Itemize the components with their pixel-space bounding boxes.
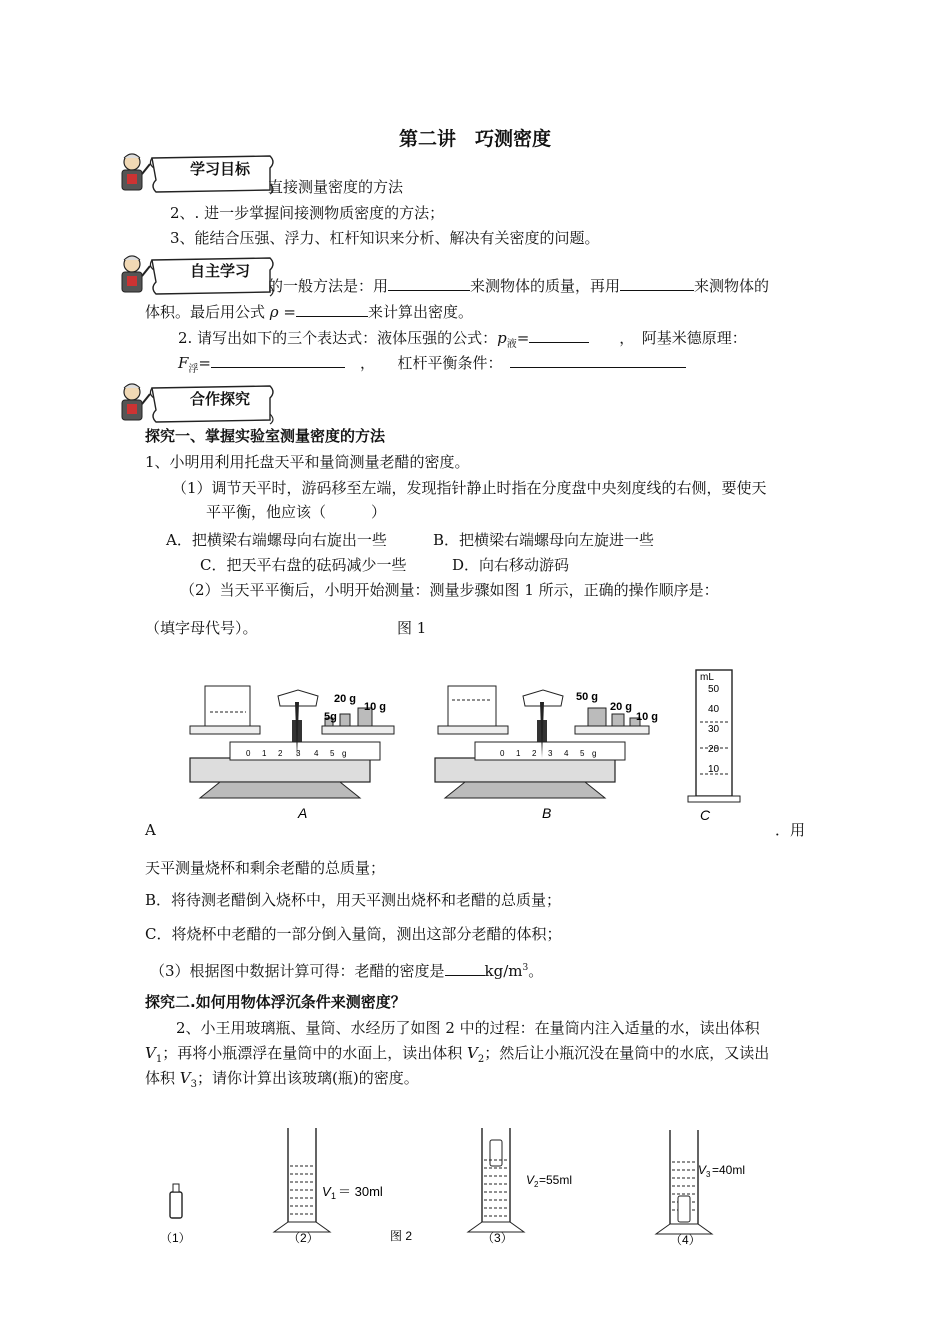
svg-text:g: g <box>592 749 597 758</box>
svg-text:1: 1 <box>262 749 267 758</box>
balance-b <box>435 686 658 821</box>
goals-banner <box>112 148 282 194</box>
figure1-label: 图 1 <box>397 619 427 637</box>
explore1-p1-line2: 平平衡，他应该（ ） <box>206 503 387 521</box>
v1-value: ＝ 30ml <box>338 1184 383 1199</box>
svg-text:20: 20 <box>708 744 720 755</box>
fig-a-weight-3: 5g <box>324 711 337 723</box>
svg-text:10: 10 <box>708 764 720 775</box>
svg-text:40: 40 <box>708 704 720 715</box>
cylinder-c <box>688 670 740 823</box>
blank-mass-tool[interactable] <box>388 276 470 291</box>
fig-a-weight-1: 20 g <box>334 693 357 705</box>
blank-lever-balance[interactable] <box>510 353 686 368</box>
fig-b-label: B <box>542 805 552 821</box>
explore1-heading: 探究一、掌握实验室测量密度的方法 <box>145 427 386 445</box>
fig2-caption-2: （2） <box>288 1231 319 1245</box>
svg-text:3: 3 <box>706 1170 711 1179</box>
fig2-caption-4: （4） <box>670 1233 701 1247</box>
option-b: B．把横梁右端螺母向左旋进一些 <box>433 531 655 549</box>
svg-text:4: 4 <box>314 749 319 758</box>
svg-text:0: 0 <box>246 749 251 758</box>
self-study-banner-label: 自主学习 <box>189 262 250 280</box>
svg-text:0: 0 <box>500 749 505 758</box>
explore1-p2-line1: （2）当天平平衡后，小明开始测量：测量步骤如图 1 所示，正确的操作顺序是： <box>180 581 719 599</box>
svg-text:V: V <box>322 1184 331 1199</box>
explore2-line2: $V_1$；再将小瓶漂浮在量筒中的水面上，读出体积 $V_2$；然后让小瓶沉没在量筒中的水底，又读出 <box>145 1044 770 1065</box>
svg-text:V: V <box>698 1163 707 1177</box>
goal-item-3: 3、能结合压强、浮力、杠杆知识来分析、解决有关密度的问题。 <box>170 229 600 247</box>
figure1 <box>180 658 760 828</box>
svg-text:30: 30 <box>708 724 720 735</box>
option-d: D．向右移动游码 <box>452 556 570 574</box>
goals-banner-label: 学习目标 <box>189 160 250 178</box>
figure2 <box>150 1120 790 1260</box>
fig-c-unit: mL <box>700 672 714 683</box>
step-b: B．将待测老醋倒入烧杯中，用天平测出烧杯和老醋的总质量； <box>145 891 562 909</box>
step-a-letter: A <box>145 821 156 839</box>
explore2-heading: 探究二.如何用物体浮沉条件来测密度？ <box>145 993 406 1011</box>
fig-a-weight-2: 10 g <box>364 701 387 713</box>
v3-value: =40ml <box>712 1163 746 1177</box>
fig-b-weight-2: 20 g <box>610 701 633 713</box>
v2-value: =55ml <box>539 1173 573 1187</box>
svg-text:1: 1 <box>516 749 521 758</box>
blank-vinegar-density[interactable] <box>445 961 485 976</box>
self-study-q1-line1: 的一般方法是：用 来测物体的质量，再用 来测物体的 <box>268 277 770 295</box>
self-study-q2-line2: $F_浮=$ ， 杠杆平衡条件： <box>178 353 686 380</box>
figure2-label: 图 2 <box>390 1229 413 1243</box>
svg-text:3: 3 <box>548 749 553 758</box>
explore1-p3: （3）根据图中数据计算可得：老醋的密度是 $kg/m^3$。 <box>150 962 544 980</box>
cylinder-3 <box>468 1128 524 1232</box>
svg-text:V: V <box>526 1173 535 1187</box>
page-title: 第二讲 巧测密度 <box>398 128 551 150</box>
blank-archimedes[interactable] <box>211 353 345 368</box>
blank-volume-tool[interactable] <box>620 276 694 291</box>
svg-text:5: 5 <box>580 749 585 758</box>
blank-density-formula[interactable] <box>296 302 368 317</box>
step-c: C．将烧杯中老醋的一部分倒入量筒，测出这部分老醋的体积； <box>145 925 562 943</box>
cylinder-4 <box>656 1130 712 1234</box>
svg-text:3: 3 <box>296 749 301 758</box>
svg-text:2: 2 <box>278 749 283 758</box>
step-a-line2: 天平测量烧杯和剩余老醋的总质量； <box>145 859 386 877</box>
explore1-q1: 1、小明用利用托盘天平和量筒测量老醋的密度。 <box>145 453 470 471</box>
explore2-line1: 2、小王用玻璃瓶、量筒、水经历了如图 2 中的过程：在量筒内注入适量的水，读出体积 <box>176 1019 760 1037</box>
fig-b-weight-1: 50 g <box>576 691 599 703</box>
svg-text:5: 5 <box>330 749 335 758</box>
explore2-line3: 体积 $V_3$；请你计算出该玻璃(瓶)的密度。 <box>145 1069 419 1090</box>
goal-item-1: 直接测量密度的方法 <box>268 178 404 196</box>
fig2-caption-1: （1） <box>160 1231 191 1245</box>
cylinder-2 <box>274 1128 330 1232</box>
svg-text:2: 2 <box>534 1180 539 1189</box>
explore1-p1-line1: （1）调节天平时，游码移至左端，发现指针静止时指在分度盘中央刻度线的右侧，要使天 <box>172 479 767 497</box>
self-study-banner <box>112 250 282 296</box>
self-study-q1-line2: 体积。最后用公式 ρ = 来计算出密度。 <box>145 303 473 321</box>
option-c: C．把天平右盘的砝码减少一些 <box>200 556 407 574</box>
fig-c-label: C <box>700 807 711 823</box>
svg-text:g: g <box>342 749 347 758</box>
fig-b-weight-3: 10 g <box>636 711 659 723</box>
svg-text:50: 50 <box>708 684 720 695</box>
blank-liquid-pressure[interactable] <box>529 328 589 343</box>
small-bottle <box>170 1184 182 1218</box>
explore1-p2-line2: （填字母代号）。 <box>145 619 258 637</box>
svg-text:4: 4 <box>564 749 569 758</box>
balance-a <box>190 686 394 821</box>
svg-text:1: 1 <box>331 1191 337 1201</box>
self-study-q2-line1: 2. 请写出如下的三个表达式：液体压强的公式：$p_液=$ ， 阿基米德原理： <box>178 329 747 350</box>
goal-item-2: 2、. 进一步掌握间接测物质密度的方法； <box>170 204 445 222</box>
option-a: A．把横梁右端螺母向右旋出一些 <box>166 531 387 549</box>
fig2-caption-3: （3） <box>482 1231 513 1245</box>
svg-text:2: 2 <box>532 749 537 758</box>
cooperate-banner-label: 合作探究 <box>189 390 250 408</box>
step-a-tail: ．用 <box>775 821 806 839</box>
fig-a-label: A <box>298 805 308 821</box>
cooperate-banner <box>112 378 282 424</box>
